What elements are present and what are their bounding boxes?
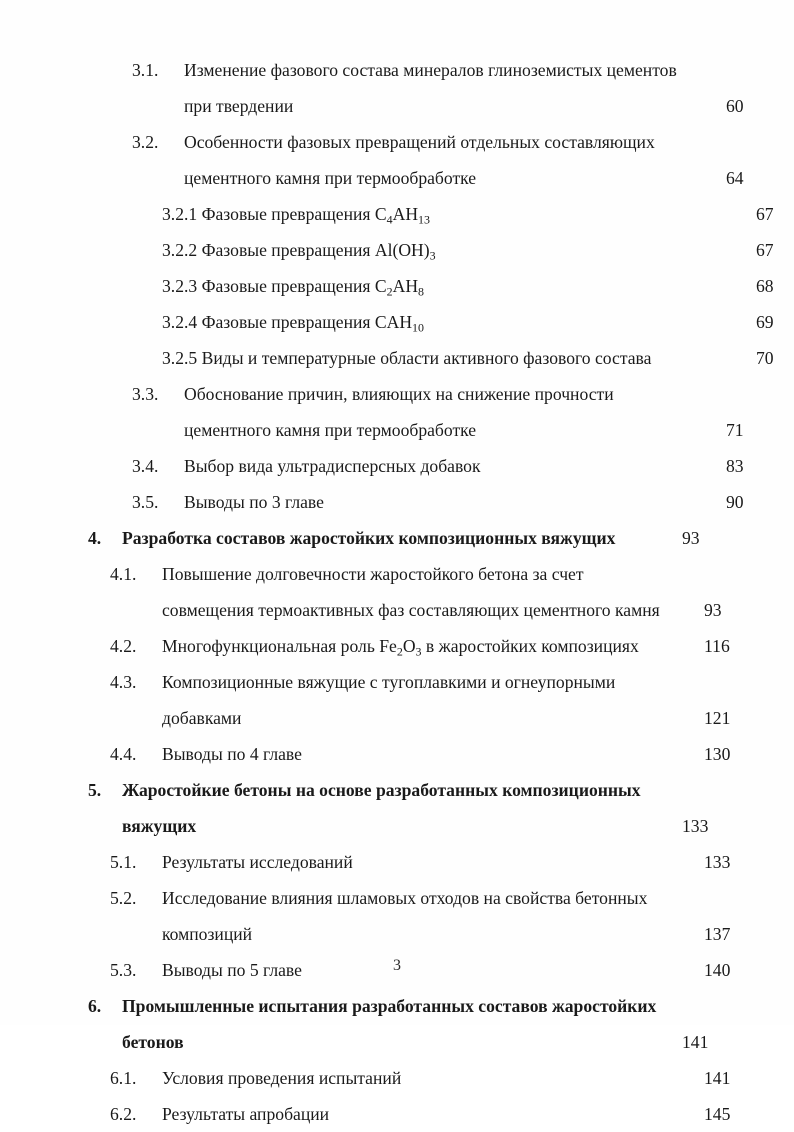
toc-entry-number: 4.3. [110, 672, 137, 692]
toc-page-number: 67 [756, 204, 774, 224]
toc-entry-title: вяжущих [122, 816, 197, 836]
toc-entry-title: Композиционные вяжущие с тугоплавкими и огнеупорными [162, 672, 616, 692]
toc-entry-title: 3.2.4 Фазовые превращения $CAH_{10}$ [162, 312, 424, 335]
toc-entry-line [88, 484, 772, 520]
toc-entry[interactable] [88, 196, 774, 232]
toc-entry-title: Особенности фазовых превращений отдельных составляющих [184, 132, 655, 152]
toc-entry[interactable] [88, 556, 728, 628]
toc-page-number: 141 [704, 1068, 731, 1088]
page-folio: 3 [393, 957, 401, 974]
toc-page-number: 137 [704, 924, 731, 944]
toc-entry-line [88, 124, 772, 160]
toc-page-number: 93 [704, 600, 722, 620]
toc-entry-line [88, 448, 772, 484]
toc-entry-number: 5.3. [110, 960, 137, 980]
toc-entry-continuation-line [88, 700, 750, 736]
toc-entry-line [88, 556, 750, 592]
toc-entry-number: 4.1. [110, 564, 137, 584]
toc-entry-line [88, 52, 772, 88]
toc-entry[interactable] [88, 772, 728, 844]
toc-entry-continuation-line [88, 160, 772, 196]
toc-entry-line [88, 520, 728, 556]
toc-entry-title: Изменение фазового состава минералов глиноземистых цементов [184, 60, 677, 80]
toc-page-number: 116 [704, 636, 730, 656]
toc-entry[interactable] [88, 304, 774, 340]
toc-entry[interactable] [88, 628, 728, 664]
toc-entry-title: Результаты исследований [162, 852, 353, 872]
toc-entry[interactable] [88, 988, 728, 1060]
toc-entry-title: Промышленные испытания разработанных составов жаростойких [122, 996, 657, 1016]
toc-entry-title: 3.2.3 Фазовые превращения $C_2AH_8$ [162, 276, 425, 299]
toc-entry-number: 5. [88, 780, 102, 800]
toc-page-number: 83 [726, 456, 744, 476]
toc-entry-number: 3.2. [132, 132, 159, 152]
toc-entry-number: 3.3. [132, 384, 159, 404]
toc-page-number: 140 [704, 960, 731, 980]
toc-entry-line [88, 196, 794, 232]
toc-entry-number: 4.4. [110, 744, 137, 764]
toc-page-number: 60 [726, 96, 744, 116]
toc-page-number: 93 [682, 528, 700, 548]
toc-entry-title: Жаростойкие бетоны на основе разработанных композиционных [122, 780, 641, 800]
toc-entry[interactable] [88, 52, 744, 124]
toc-entry-continuation-line [88, 592, 750, 628]
toc-page-number: 90 [726, 492, 744, 512]
toc-entry-number: 6. [88, 996, 102, 1016]
toc-page-number: 130 [704, 744, 731, 764]
toc-page-number: 141 [682, 1032, 709, 1052]
toc-entry-continuation-line [88, 88, 772, 124]
toc-entry-number: 3.4. [132, 456, 159, 476]
toc-entry-title: цементного камня при термообработке [184, 420, 477, 440]
toc-entry-line [88, 268, 794, 304]
toc-entry[interactable] [88, 880, 731, 952]
toc-entry-continuation-line [88, 808, 728, 844]
toc-entry-number: 6.1. [110, 1068, 137, 1088]
toc-entry-line [88, 844, 750, 880]
toc-entry[interactable] [88, 1060, 731, 1096]
toc-entry-number: 3.1. [132, 60, 159, 80]
toc-entry-title: бетонов [122, 1032, 184, 1052]
toc-entry-title: Обоснование причин, влияющих на снижение прочности [184, 384, 614, 404]
toc-entry-title: Выводы по 5 главе [162, 960, 302, 980]
toc-entry-number: 5.1. [110, 852, 137, 872]
toc-entry-line [88, 376, 772, 412]
toc-entry-line [88, 340, 794, 376]
toc-page-number: 133 [704, 852, 731, 872]
toc-page-number: 64 [726, 168, 744, 188]
toc-entry-title: добавками [162, 708, 242, 728]
toc-entry-line [88, 1060, 750, 1096]
toc-page-number: 133 [682, 816, 709, 836]
toc-page-number: 68 [756, 276, 774, 296]
toc-entry[interactable] [88, 376, 744, 448]
toc-entry-title: совмещения термоактивных фаз составляющих цементного камня [162, 600, 660, 620]
toc-page-number: 145 [704, 1104, 731, 1124]
toc-entry-line [88, 772, 728, 808]
toc-entry[interactable] [88, 268, 774, 304]
toc-entry-line [88, 880, 750, 916]
toc-entry-line [88, 664, 750, 700]
toc-entry[interactable] [88, 232, 774, 268]
toc-entry[interactable] [88, 340, 774, 376]
toc-entry-title: Многофункциональная роль $Fe_2O_3$ в жаростойких композициях [162, 636, 639, 659]
toc-entry-title: Выводы по 4 главе [162, 744, 302, 764]
toc-entry-continuation-line [88, 1024, 728, 1060]
toc-entry[interactable] [88, 520, 728, 556]
toc-entry-number: 6.2. [110, 1104, 137, 1124]
toc-entry-line [88, 628, 750, 664]
toc-entry-line [88, 232, 794, 268]
toc-entry-title: 3.2.2 Фазовые превращения $Al(OH)_3$ [162, 240, 436, 263]
toc-entry-title: Условия проведения испытаний [162, 1068, 402, 1088]
toc-entry-number: 5.2. [110, 888, 137, 908]
toc-entry-number: 4.2. [110, 636, 137, 656]
toc-page-number: 67 [756, 240, 774, 260]
toc-entry-title: композиций [162, 924, 253, 944]
toc-entry[interactable] [88, 1096, 731, 1132]
toc-page-number: 70 [756, 348, 774, 368]
toc-page-number: 71 [726, 420, 744, 440]
toc-entry[interactable] [88, 448, 744, 484]
toc-entry[interactable] [88, 664, 731, 736]
toc-entry-continuation-line [88, 916, 750, 952]
toc-entry-title: Выбор вида ультрадисперсных добавок [184, 456, 481, 476]
toc-entry-title: Выводы по 3 главе [184, 492, 324, 512]
toc-entry-number: 3.5. [132, 492, 159, 512]
toc-entry-line [88, 988, 728, 1024]
toc-entry-line [88, 736, 750, 772]
toc-entry-number: 4. [88, 528, 102, 548]
toc-entry-title: 3.2.1 Фазовые превращения $C_4AH_{13}$ [162, 204, 430, 227]
toc-entry-title: при твердении [184, 96, 294, 116]
toc-page-number: 69 [756, 312, 774, 332]
toc-page-number: 121 [704, 708, 731, 728]
toc-entry-title: Повышение долговечности жаростойкого бетона за счет [162, 564, 584, 584]
toc-entry-continuation-line [88, 412, 772, 448]
toc-entry-title: Результаты апробации [162, 1104, 330, 1124]
toc-entry-title: 3.2.5 Виды и температурные области активного фазового состава [162, 348, 652, 368]
toc-entry-title: Разработка составов жаростойких композиционных вяжущих [122, 528, 616, 548]
toc-entry[interactable] [88, 736, 731, 772]
toc-entry-title: цементного камня при термообработке [184, 168, 477, 188]
toc-entry-line [88, 1096, 750, 1132]
toc-entry[interactable] [88, 124, 744, 196]
toc-entry[interactable] [88, 484, 744, 520]
toc-entry[interactable] [88, 844, 731, 880]
toc-entry-line [88, 304, 794, 340]
toc-entry-title: Исследование влияния шламовых отходов на свойства бетонных [162, 888, 648, 908]
